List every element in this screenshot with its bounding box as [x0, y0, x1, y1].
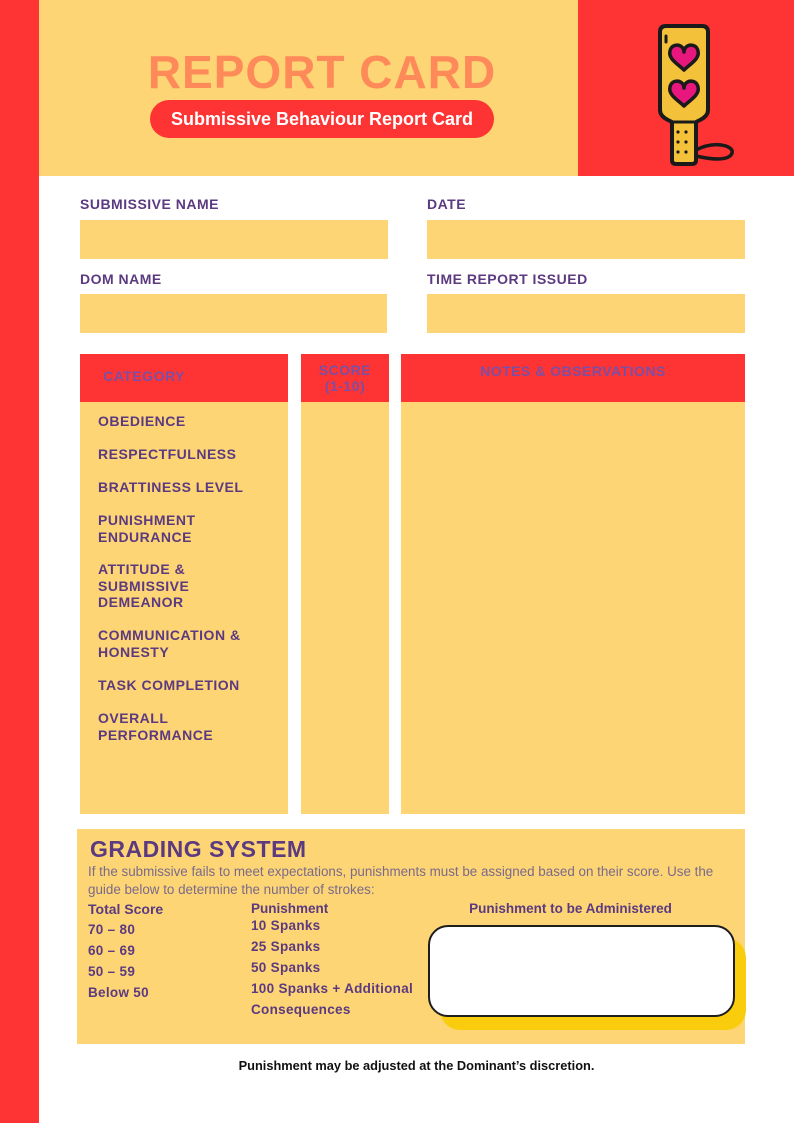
submissive-name-field[interactable]: [80, 220, 388, 259]
page-title: REPORT CARD: [147, 46, 497, 98]
punishment-item: Consequences: [251, 1002, 351, 1017]
submissive-name-label: SUBMISSIVE NAME: [80, 196, 219, 212]
notes-header: NOTES & OBSERVATIONS: [401, 354, 745, 402]
footnote: Punishment may be adjusted at the Dominant’s discretion.: [238, 1058, 595, 1073]
score-column[interactable]: [301, 354, 389, 814]
punishment-list: [251, 915, 413, 1020]
total-score-header: Total Score: [88, 901, 164, 917]
score-header-line2: (1-10): [324, 378, 366, 394]
category-item: BRATTINESS LEVEL: [98, 479, 244, 495]
dom-name-label: DOM NAME: [80, 271, 162, 287]
date-field[interactable]: [427, 220, 745, 259]
left-red-stripe: [0, 0, 39, 1123]
administered-header: Punishment to be Administered: [469, 901, 672, 916]
score-header-line1: SCORE: [318, 362, 372, 378]
time-report-issued-label: TIME REPORT ISSUED: [427, 271, 588, 287]
date-label: DATE: [427, 196, 467, 212]
punishment-administered-field[interactable]: [428, 925, 735, 1017]
score-range-list: [88, 919, 149, 1003]
category-item: OBEDIENCE: [98, 413, 186, 429]
score-header: [301, 354, 389, 402]
punishment-header: Punishment: [251, 901, 329, 916]
punishment-item: 50 Spanks: [251, 960, 321, 975]
time-report-issued-field[interactable]: [427, 294, 745, 333]
grading-description: If the submissive fails to meet expectations, punishments must be assigned based on their score. Use the guide below to determine the number of strokes:: [88, 864, 714, 897]
score-range: 70 – 80: [88, 922, 136, 937]
punishment-item: 100 Spanks + Additional: [251, 981, 414, 996]
subtitle-badge: Submissive Behaviour Report Card: [150, 100, 494, 138]
category-item: COMMUNICATION & HONESTY: [98, 627, 241, 660]
grading-title: GRADING SYSTEM: [90, 836, 307, 862]
heart-paddle-icon: [650, 22, 740, 170]
score-range: Below 50: [88, 985, 149, 1000]
category-item: RESPECTFULNESS: [98, 446, 237, 462]
notes-column[interactable]: [401, 354, 745, 814]
punishment-item: 10 Spanks: [251, 918, 321, 933]
dom-name-field[interactable]: [80, 294, 387, 333]
score-range: 60 – 69: [88, 943, 136, 958]
punishment-item: 25 Spanks: [251, 939, 321, 954]
category-item: ATTITUDE & SUBMISSIVE DEMEANOR: [98, 561, 190, 610]
category-item: OVERALL PERFORMANCE: [98, 710, 214, 743]
category-item: TASK COMPLETION: [98, 677, 240, 693]
category-item: PUNISHMENT ENDURANCE: [98, 512, 196, 545]
category-header: CATEGORY: [80, 354, 288, 402]
score-range: 50 – 59: [88, 964, 136, 979]
